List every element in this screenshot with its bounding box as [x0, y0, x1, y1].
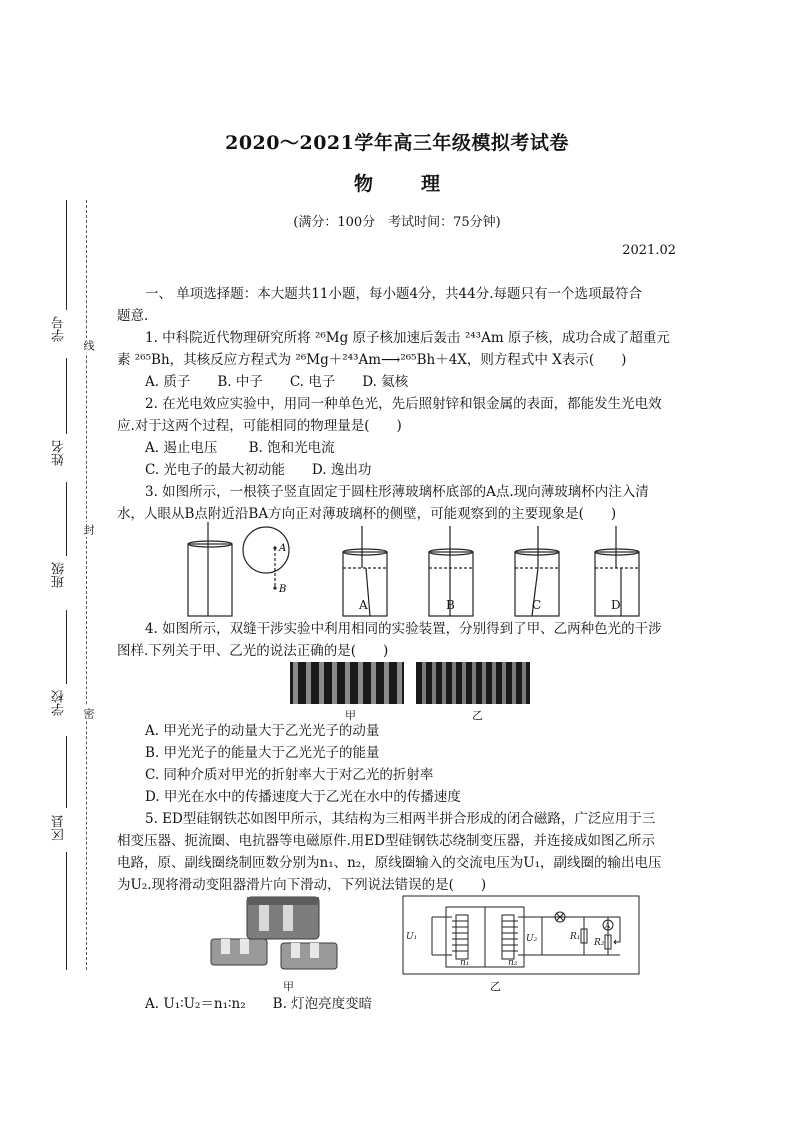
q1-options: A. 质子 B. 中子 C. 电子 D. 氦核 — [145, 374, 409, 390]
label-ammeter: A — [605, 922, 611, 930]
binding-label-student-id: 学号 — [52, 316, 67, 342]
pattern-jia — [290, 662, 404, 704]
label-u2: U₂ — [526, 934, 538, 944]
q5-stem-1: 5. ED型硅钢铁芯如图甲所示，其结构为三相两半拼合形成的闭合磁路，广泛应用于三 — [145, 811, 656, 827]
primary-coil — [432, 917, 468, 955]
label-u1: U₁ — [406, 932, 418, 942]
pattern-yi — [416, 662, 530, 704]
q4-stem-2: 图样.下列关于甲、乙光的说法正确的是( ) — [117, 643, 389, 659]
q1-stem-1: 1. 中科院近代物理研究所将 ²⁶Mg 原子核加速后轰击 ²⁴³Am 原子核，成功合成了超重元 — [145, 330, 670, 346]
point-b-label: B — [279, 584, 287, 595]
core-assembled — [247, 897, 319, 939]
label-n2: n₂ — [508, 958, 518, 968]
seal-mark-line: 线 — [82, 340, 95, 351]
point-b-dot — [273, 586, 276, 589]
q5-fig-label-yi: 乙 — [490, 980, 501, 993]
q2-options-1: A. 遏止电压 B. 饱和光电流 — [145, 440, 335, 456]
binding-underline-name — [66, 358, 67, 434]
binding-label-class: 班级 — [52, 562, 67, 588]
q5-stem-4: 为U₂.现将滑动变阻器滑片向下滑动，下列说法错误的是( ) — [117, 877, 487, 893]
point-a-label: A — [279, 543, 287, 554]
q1-stem-2: 素 ²⁶⁵Bh，其核反应方程式为 ²⁶Mg＋²⁴³Am⟶²⁶⁵Bh＋4X，则方程式中 X表示( ) — [117, 352, 627, 368]
binding-dashed-line — [86, 200, 87, 970]
q5-core-figure — [205, 893, 355, 978]
q2-stem-2: 应.对于这两个过程，可能相同的物理量是( ) — [117, 418, 402, 434]
q4-fig-label-yi: 乙 — [472, 709, 483, 722]
core-half-left — [211, 939, 267, 965]
q3-stem-2: 水，人眼从B点附近沿BA方向正对薄玻璃杯的侧壁，可能观察到的主要现象是( ) — [117, 506, 617, 522]
q4-option-c: C. 同种介质对甲光的折射率大于对乙光的折射率 — [145, 767, 434, 783]
subject-char-2: 理 — [421, 173, 441, 195]
q5-fig-label-jia: 甲 — [283, 980, 294, 993]
exam-date: 2021.02 — [622, 243, 676, 258]
q5-options: A. U₁∶U₂＝n₁∶n₂ B. 灯泡亮度变暗 — [145, 996, 373, 1012]
binding-underline-class — [66, 482, 67, 556]
binding-label-district: 区县 — [52, 815, 67, 841]
q4-fig-label-jia: 甲 — [345, 709, 356, 722]
cup-original — [188, 522, 232, 616]
q4-option-a: A. 甲光光子的动量大于乙光光子的动量 — [145, 723, 380, 739]
q2-options-2: C. 光电子的最大初动能 D. 逸出功 — [145, 462, 372, 478]
binding-label-school: 学校 — [52, 690, 67, 716]
label-r1: R₁ — [570, 932, 581, 942]
binding-underline-district — [66, 736, 67, 808]
q4-stem-1: 4. 如图所示，双缝干涉实验中利用相同的实验装置，分别得到了甲、乙两种色光的干涉 — [145, 621, 662, 637]
core-half-right — [281, 943, 337, 969]
point-a-dot — [273, 546, 276, 549]
q3-stem-1: 3. 如图所示，一根筷子竖直固定于圆柱形薄玻璃杯底部的A点.现向薄玻璃杯内注入清 — [145, 484, 649, 500]
q5-circuit-figure — [402, 895, 640, 975]
subject-title — [0, 169, 794, 196]
exam-info: (满分：100分 考试时间：75分钟) — [293, 215, 501, 230]
exam-title: 2020～2021学年高三年级模拟考试卷 — [225, 132, 569, 154]
section-heading-cont: 题意. — [117, 308, 149, 324]
label-n1: n₁ — [460, 958, 470, 968]
q5-stem-3: 电路，原、副线圈绕制匝数分别为n₁、n₂，原线圈输入的交流电压为U₁，副线圈的输出电压 — [117, 855, 662, 871]
section-heading: 一、 单项选择题：本大题共11小题，每小题4分，共44分.每题只有一个选项最符合 — [145, 286, 643, 302]
subject-char-1: 物 — [353, 173, 373, 195]
q3-fig-label-d: D — [611, 598, 621, 612]
q5-stem-2: 相变压器、扼流圈、电抗器等电磁原件.用ED型硅钢铁芯绕制变压器，并连接成如图乙所示 — [117, 833, 655, 849]
q3-fig-label-c: C — [532, 598, 542, 612]
seal-mark-seal: 封 — [82, 524, 95, 535]
q3-fig-label-b: B — [446, 598, 455, 612]
binding-underline-school — [66, 610, 67, 684]
q4-option-d: D. 甲光在水中的传播速度大于乙光在水中的传播速度 — [145, 789, 461, 805]
label-r2: R₂ — [594, 938, 605, 948]
q4-option-b: B. 甲光光子的能量大于乙光光子的能量 — [145, 745, 380, 761]
q3-figure — [180, 520, 650, 620]
rheostat-slider — [614, 917, 620, 942]
binding-underline-bottom — [66, 852, 67, 970]
circuit-frame — [403, 896, 639, 974]
seal-mark-secret: 密 — [82, 708, 95, 719]
binding-label-name: 姓名 — [52, 440, 67, 466]
q4-interference-patterns — [290, 662, 530, 704]
q2-stem-1: 2. 在光电效应实验中，用同一种单色光，先后照射锌和银金属的表面，都能发生光电效 — [145, 396, 662, 412]
q3-fig-label-a: A — [359, 598, 368, 612]
